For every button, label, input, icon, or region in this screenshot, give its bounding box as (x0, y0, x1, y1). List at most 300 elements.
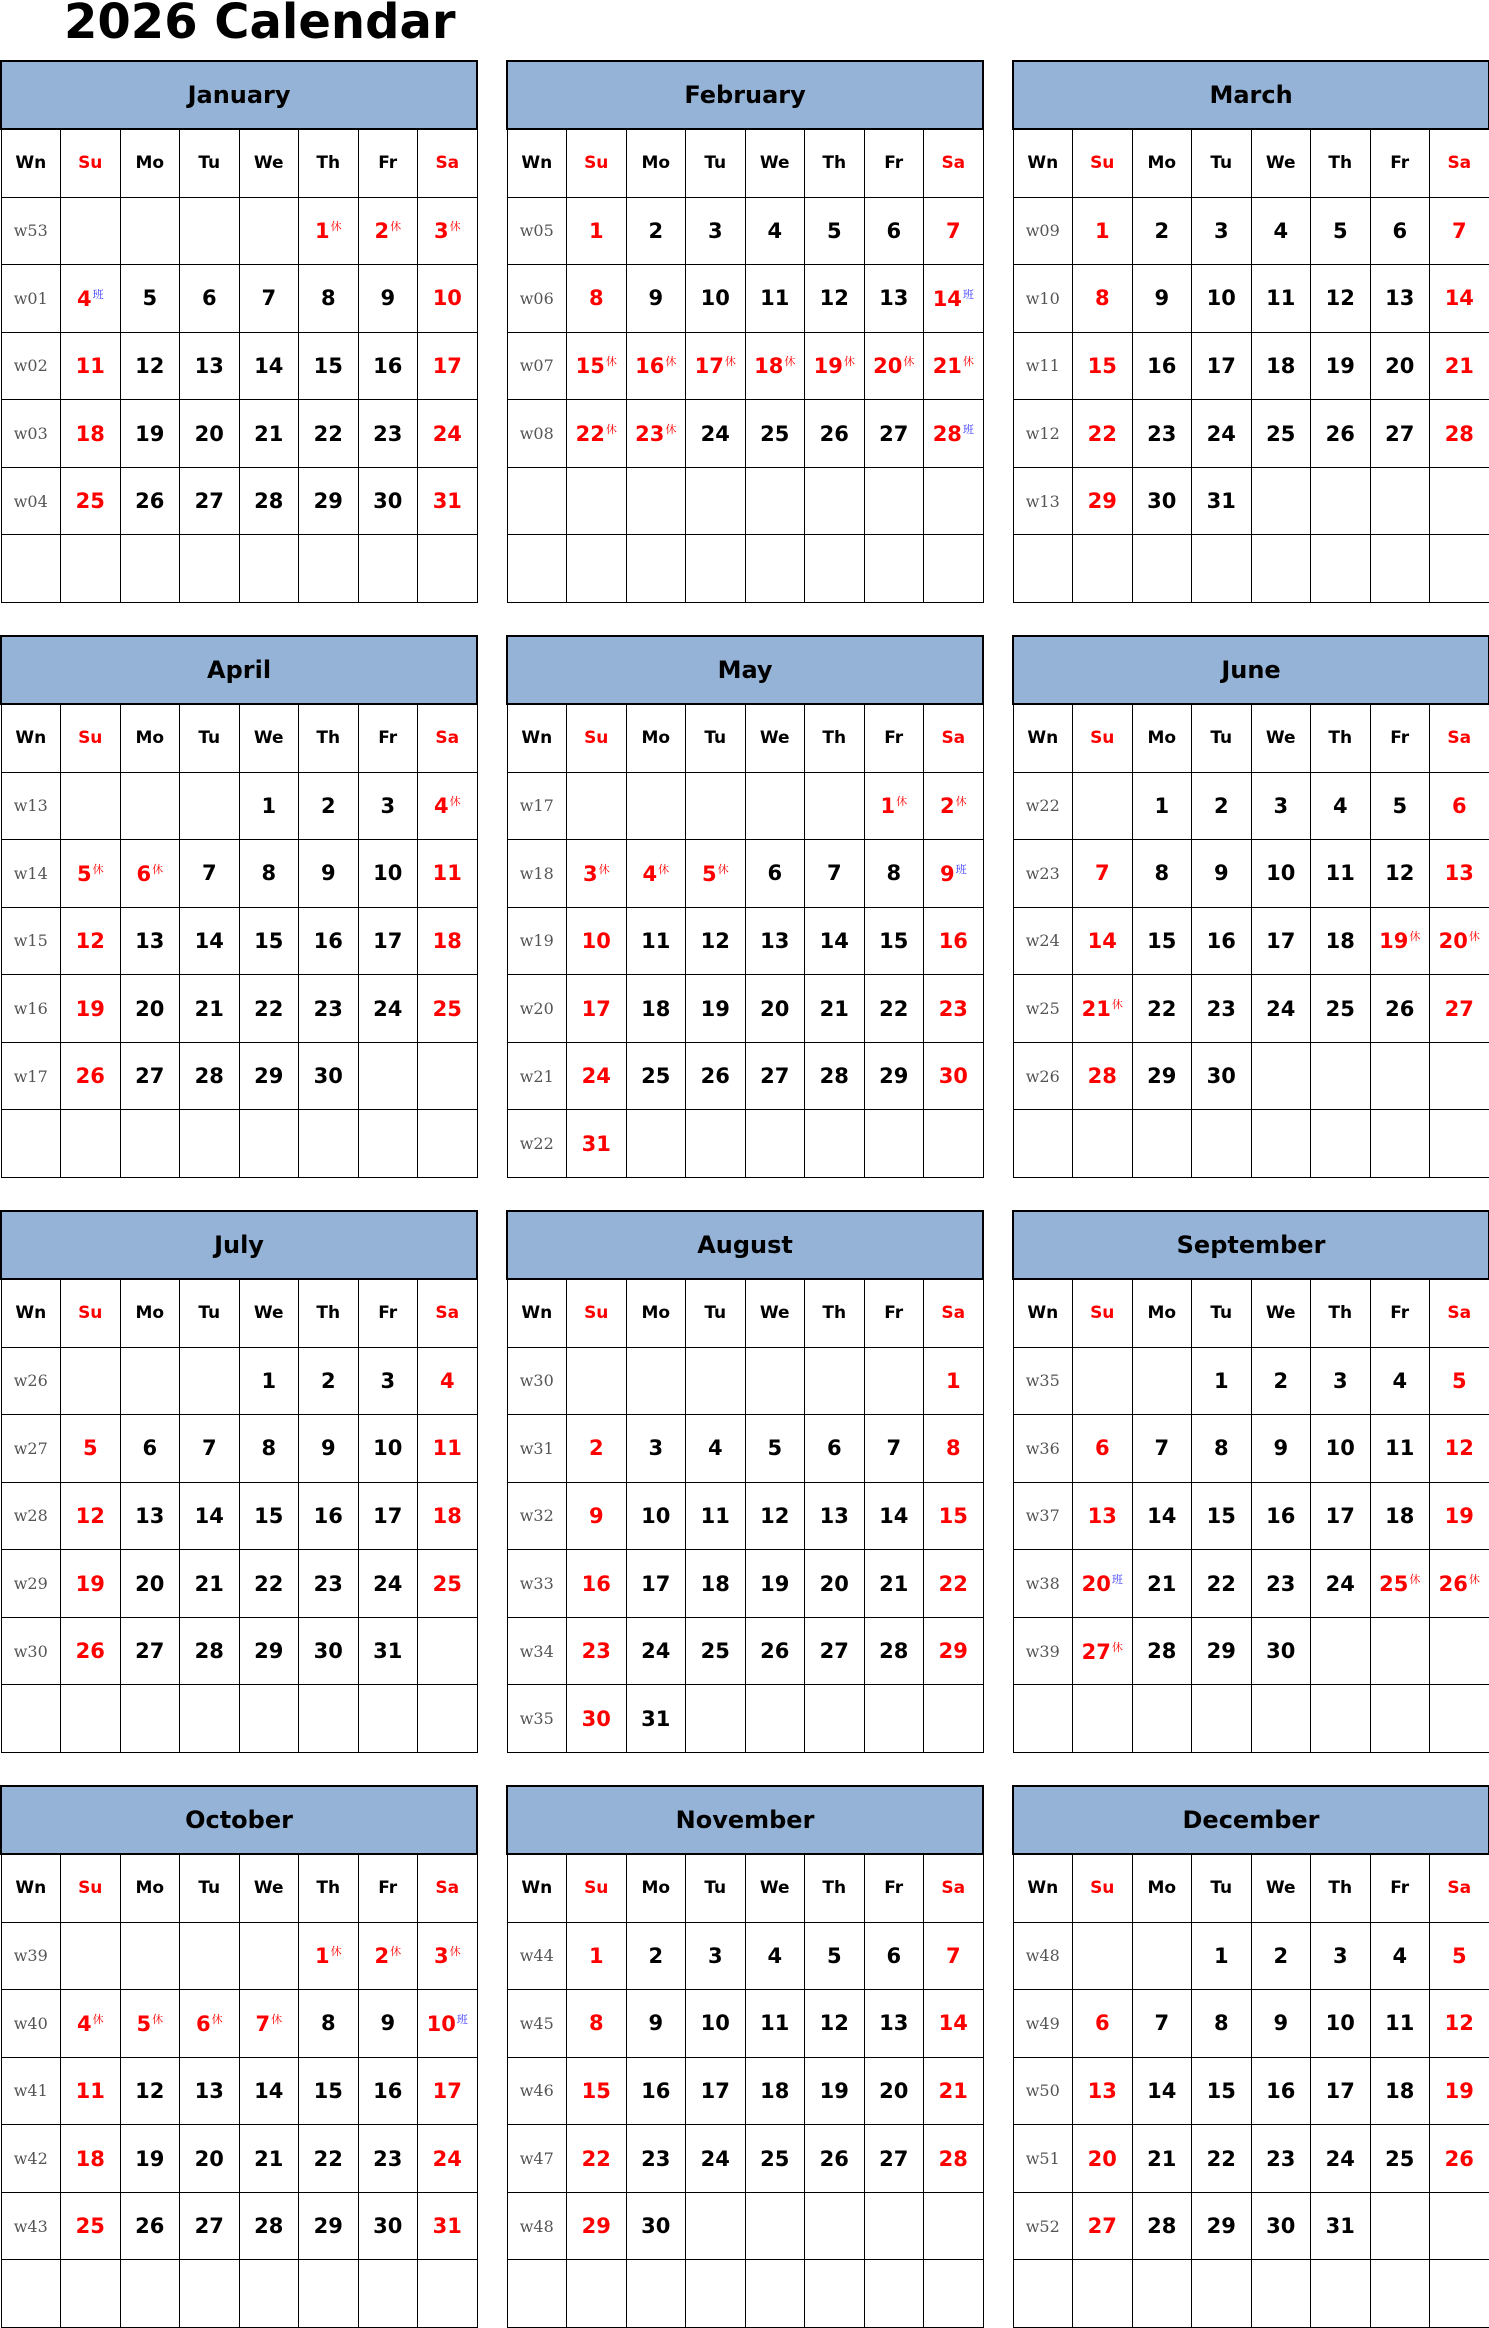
month-name: November (507, 1786, 983, 1854)
week-number: w10 (1013, 265, 1073, 333)
day-cell (239, 265, 299, 333)
day-cell (358, 2192, 418, 2260)
week-number: w11 (1013, 332, 1073, 400)
month-november (506, 1785, 984, 2328)
day-number: 4 (1392, 1368, 1408, 1393)
holiday-rest-mark: 休 (390, 220, 402, 234)
day-cell (1251, 1415, 1311, 1483)
day-cell (61, 1482, 121, 1550)
empty-cell (924, 2260, 984, 2328)
day-cell (745, 2125, 805, 2193)
empty-cell (180, 535, 240, 603)
day-cell (1370, 2125, 1430, 2193)
weekday-header: Fr (358, 129, 418, 197)
holiday-rest-mark: 休 (843, 355, 855, 369)
day-number: 2 (648, 218, 664, 243)
day-cell (805, 840, 865, 908)
day-number: 24 (432, 421, 462, 446)
day-number: 4 (433, 794, 449, 819)
day-cell (418, 1347, 478, 1415)
workday-mark: 班 (456, 2012, 468, 2026)
day-number: 5 (826, 1943, 842, 1968)
day-cell (358, 907, 418, 975)
month-name: March (1013, 61, 1489, 129)
day-cell (864, 197, 924, 265)
day-cell (1251, 197, 1311, 265)
week-number: w25 (1013, 975, 1073, 1043)
empty-cell (1430, 1685, 1489, 1753)
day-cell (358, 1990, 418, 2058)
empty-cell (418, 1110, 478, 1178)
day-cell (1132, 1415, 1192, 1483)
day-cell (1192, 1347, 1252, 1415)
month-march (1012, 60, 1489, 603)
day-cell (1311, 1347, 1371, 1415)
day-cell (924, 1990, 984, 2058)
day-number: 3 (1332, 1943, 1348, 1968)
day-number: 10 (641, 1503, 671, 1528)
holiday-rest-mark: 休 (896, 795, 908, 809)
day-cell (864, 1415, 924, 1483)
day-number: 11 (1385, 1436, 1415, 1461)
weekday-header: We (745, 129, 805, 197)
day-cell (626, 332, 686, 400)
day-cell (1311, 197, 1371, 265)
day-cell (1370, 1550, 1430, 1618)
day-number: 23 (373, 421, 403, 446)
day-cell (864, 975, 924, 1043)
day-number: 18 (75, 421, 105, 446)
weekday-header: Mo (626, 1854, 686, 1922)
day-number: 30 (373, 2214, 403, 2239)
day-number: 25 (1325, 996, 1355, 1021)
day-number: 12 (760, 1503, 790, 1528)
day-cell (1073, 332, 1133, 400)
day-cell (1430, 975, 1489, 1043)
holiday-rest-mark: 休 (271, 2012, 283, 2026)
month-august (506, 1210, 984, 1753)
day-number: 8 (320, 2011, 336, 2036)
empty-cell (745, 1110, 805, 1178)
empty-cell (180, 1685, 240, 1753)
weekday-header: Sa (1430, 129, 1489, 197)
day-number: 4 (767, 1943, 783, 1968)
day-number: 8 (1213, 2011, 1229, 2036)
day-number: 22 (254, 1571, 284, 1596)
day-cell (1430, 2125, 1489, 2193)
empty-cell (358, 1685, 418, 1753)
empty-cell (626, 772, 686, 840)
day-cell (805, 1482, 865, 1550)
day-number: 10 (1266, 861, 1296, 886)
empty-cell (120, 1347, 180, 1415)
day-cell (299, 907, 359, 975)
day-cell (1132, 265, 1192, 333)
empty-cell (1311, 1042, 1371, 1110)
holiday-rest-mark: 休 (658, 862, 670, 876)
day-number: 1 (588, 218, 604, 243)
day-cell (1132, 2192, 1192, 2260)
day-cell (61, 400, 121, 468)
day-number: 30 (373, 489, 403, 514)
day-cell (626, 400, 686, 468)
weekday-header: Sa (418, 704, 478, 772)
day-cell (686, 1550, 746, 1618)
holiday-rest-mark: 休 (903, 355, 915, 369)
day-number: 19 (75, 1571, 105, 1596)
empty-cell (180, 1110, 240, 1178)
empty-cell (1370, 2192, 1430, 2260)
day-cell (626, 975, 686, 1043)
day-number: 3 (433, 1944, 449, 1969)
day-cell (1251, 1922, 1311, 1990)
day-cell (1192, 332, 1252, 400)
weekday-header: Wn (1, 1854, 61, 1922)
weekday-header: Tu (686, 704, 746, 772)
day-number: 30 (938, 1064, 968, 1089)
empty-cell (1192, 2260, 1252, 2328)
day-cell (299, 975, 359, 1043)
day-number: 16 (1266, 2078, 1296, 2103)
day-cell (745, 1482, 805, 1550)
day-number: 5 (1451, 1943, 1467, 1968)
day-cell (686, 975, 746, 1043)
holiday-rest-mark: 休 (92, 2012, 104, 2026)
day-cell (180, 400, 240, 468)
day-number: 19 (760, 1571, 790, 1596)
day-number: 29 (254, 1639, 284, 1664)
weekday-header: Fr (1370, 704, 1430, 772)
day-cell (567, 265, 627, 333)
weekday-header: Th (299, 1279, 359, 1347)
day-number: 22 (581, 2146, 611, 2171)
day-number: 14 (1444, 286, 1474, 311)
weekday-header: Th (1311, 1854, 1371, 1922)
day-number: 26 (75, 1639, 105, 1664)
day-number: 16 (641, 2078, 671, 2103)
day-cell (626, 1415, 686, 1483)
week-number: w15 (1, 907, 61, 975)
day-number: 15 (254, 1503, 284, 1528)
day-cell (924, 2057, 984, 2125)
weekday-header: Fr (358, 1279, 418, 1347)
day-cell (805, 1042, 865, 1110)
month-name: May (507, 636, 983, 704)
week-number: w42 (1, 2125, 61, 2193)
day-cell (299, 2057, 359, 2125)
empty-cell (180, 2260, 240, 2328)
day-cell (805, 2057, 865, 2125)
weekday-header: Wn (1013, 704, 1073, 772)
day-cell (1192, 1990, 1252, 2058)
day-number: 27 (194, 2214, 224, 2239)
day-number: 19 (819, 2078, 849, 2103)
weekday-header: Th (299, 704, 359, 772)
day-cell (120, 1617, 180, 1685)
empty-cell (745, 1685, 805, 1753)
day-number: 1 (314, 219, 330, 244)
day-number: 5 (1392, 793, 1408, 818)
day-cell (358, 467, 418, 535)
day-cell (1430, 197, 1489, 265)
empty-cell (1132, 2260, 1192, 2328)
day-cell (358, 2057, 418, 2125)
day-number: 25 (75, 2214, 105, 2239)
day-cell (1251, 1482, 1311, 1550)
day-cell (1132, 2125, 1192, 2193)
day-number: 18 (700, 1571, 730, 1596)
day-cell (1370, 1990, 1430, 2058)
day-number: 4 (1392, 1943, 1408, 1968)
day-number: 24 (1266, 996, 1296, 1021)
day-number: 8 (320, 286, 336, 311)
weekday-header: Sa (418, 1279, 478, 1347)
day-number: 27 (135, 1639, 165, 1664)
day-number: 11 (641, 928, 671, 953)
weekday-header: Su (1073, 1279, 1133, 1347)
week-number: w13 (1013, 467, 1073, 535)
day-cell (686, 840, 746, 908)
day-cell (745, 1922, 805, 1990)
day-number: 5 (701, 861, 717, 886)
day-number: 9 (1154, 286, 1170, 311)
day-cell (358, 1922, 418, 1990)
empty-cell (358, 535, 418, 603)
day-number: 28 (194, 1639, 224, 1664)
weekday-header: Fr (1370, 129, 1430, 197)
day-number: 16 (581, 1571, 611, 1596)
day-cell (924, 772, 984, 840)
day-number: 2 (1273, 1368, 1289, 1393)
day-cell (358, 332, 418, 400)
weekday-header: Wn (1013, 1279, 1073, 1347)
day-number: 6 (767, 861, 783, 886)
day-cell (864, 1922, 924, 1990)
day-cell (120, 265, 180, 333)
weekday-header: Sa (924, 704, 984, 772)
empty-cell (1370, 535, 1430, 603)
empty-cell (418, 1685, 478, 1753)
day-number: 26 (819, 421, 849, 446)
day-number: 12 (75, 928, 105, 953)
day-cell (120, 400, 180, 468)
day-cell (864, 400, 924, 468)
day-cell (805, 907, 865, 975)
month-may (506, 635, 984, 1178)
day-number: 3 (707, 1943, 723, 1968)
holiday-rest-mark: 休 (1468, 930, 1480, 944)
empty-cell (418, 535, 478, 603)
day-cell (180, 975, 240, 1043)
day-number: 23 (938, 996, 968, 1021)
day-cell (358, 1550, 418, 1618)
day-cell (120, 1990, 180, 2058)
empty-cell (1132, 1922, 1192, 1990)
day-number: 15 (1206, 2078, 1236, 2103)
day-number: 28 (879, 1639, 909, 1664)
week-number: w14 (1, 840, 61, 908)
week-number: w52 (1013, 2192, 1073, 2260)
weekday-header: Th (805, 129, 865, 197)
empty-cell (239, 1922, 299, 1990)
day-cell (180, 2192, 240, 2260)
day-number: 9 (1273, 1436, 1289, 1461)
day-cell (239, 1617, 299, 1685)
day-number: 8 (588, 2011, 604, 2036)
day-cell (567, 907, 627, 975)
day-cell (1311, 400, 1371, 468)
day-number: 11 (700, 1503, 730, 1528)
day-number: 6 (826, 1436, 842, 1461)
day-number: 5 (76, 861, 92, 886)
day-number: 20 (1385, 353, 1415, 378)
day-cell (1132, 1550, 1192, 1618)
holiday-rest-mark: 休 (92, 862, 104, 876)
day-cell (239, 907, 299, 975)
day-number: 10 (426, 2011, 456, 2036)
weekday-header: Th (299, 129, 359, 197)
day-number: 21 (194, 996, 224, 1021)
day-cell (1311, 2057, 1371, 2125)
day-cell (239, 840, 299, 908)
day-number: 12 (75, 1503, 105, 1528)
weekday-header: We (1251, 704, 1311, 772)
day-cell (61, 1042, 121, 1110)
day-number: 4 (76, 2011, 92, 2036)
day-number: 7 (261, 286, 277, 311)
day-number: 4 (1332, 793, 1348, 818)
week-number: w44 (507, 1922, 567, 1990)
day-number: 20 (194, 2146, 224, 2171)
empty-cell (239, 2260, 299, 2328)
day-cell (1251, 400, 1311, 468)
day-number: 11 (75, 2078, 105, 2103)
day-number: 1 (1094, 218, 1110, 243)
day-cell (567, 1550, 627, 1618)
day-number: 31 (432, 2214, 462, 2239)
day-number: 22 (879, 996, 909, 1021)
empty-cell (805, 772, 865, 840)
empty-cell (1370, 1685, 1430, 1753)
day-number: 1 (588, 1943, 604, 1968)
day-cell (1251, 1990, 1311, 2058)
day-cell (418, 1922, 478, 1990)
day-cell (418, 907, 478, 975)
day-number: 19 (1444, 1503, 1474, 1528)
day-cell (567, 1482, 627, 1550)
day-number: 14 (194, 1503, 224, 1528)
weekday-header: Su (61, 1854, 121, 1922)
day-cell (180, 1482, 240, 1550)
day-number: 10 (373, 1436, 403, 1461)
empty-cell (1370, 1042, 1430, 1110)
day-number: 31 (432, 489, 462, 514)
week-number: w13 (1, 772, 61, 840)
day-number: 16 (313, 1503, 343, 1528)
day-cell (180, 1550, 240, 1618)
day-cell (299, 1347, 359, 1415)
week-number: w39 (1, 1922, 61, 1990)
day-number: 15 (879, 928, 909, 953)
weekday-header: Su (61, 1279, 121, 1347)
day-number: 22 (1147, 996, 1177, 1021)
day-cell (1311, 265, 1371, 333)
workday-mark: 班 (1111, 1573, 1123, 1587)
day-cell (239, 1347, 299, 1415)
day-cell (120, 907, 180, 975)
day-cell (180, 907, 240, 975)
day-number: 20 (1438, 929, 1468, 954)
empty-cell (567, 535, 627, 603)
week-number: w46 (507, 2057, 567, 2125)
day-cell (418, 467, 478, 535)
day-number: 28 (819, 1064, 849, 1089)
day-cell (1251, 2057, 1311, 2125)
week-number: w03 (1, 400, 61, 468)
day-cell (239, 1550, 299, 1618)
month-name: February (507, 61, 983, 129)
day-cell (299, 332, 359, 400)
weekday-header: Su (61, 704, 121, 772)
day-number: 12 (135, 353, 165, 378)
empty-cell (1251, 2260, 1311, 2328)
day-cell (299, 1617, 359, 1685)
day-number: 11 (1266, 286, 1296, 311)
day-number: 19 (135, 2146, 165, 2171)
holiday-rest-mark: 休 (152, 2012, 164, 2026)
empty-cell (1073, 1922, 1133, 1990)
day-number: 26 (1438, 1572, 1468, 1597)
day-number: 21 (1081, 997, 1111, 1022)
day-number: 18 (1325, 928, 1355, 953)
week-number: w17 (1, 1042, 61, 1110)
week-number: w06 (507, 265, 567, 333)
day-cell (239, 2192, 299, 2260)
day-number: 6 (886, 218, 902, 243)
day-cell (180, 1042, 240, 1110)
empty-cell (61, 1347, 121, 1415)
day-cell (1430, 1550, 1489, 1618)
day-number: 9 (320, 861, 336, 886)
day-number: 24 (641, 1639, 671, 1664)
day-number: 29 (938, 1639, 968, 1664)
empty-cell (1192, 1685, 1252, 1753)
day-cell (1430, 400, 1489, 468)
day-cell (418, 197, 478, 265)
day-number: 24 (1325, 2146, 1355, 2171)
day-number: 3 (1273, 793, 1289, 818)
day-cell (864, 265, 924, 333)
day-cell (358, 400, 418, 468)
holiday-rest-mark: 休 (1111, 1640, 1123, 1654)
weekday-header: We (239, 129, 299, 197)
day-cell (61, 2057, 121, 2125)
empty-cell (1370, 1617, 1430, 1685)
weekday-header: Mo (1132, 704, 1192, 772)
day-number: 5 (1332, 218, 1348, 243)
day-cell (239, 1990, 299, 2058)
day-cell (1192, 1922, 1252, 1990)
empty-cell (61, 2260, 121, 2328)
day-cell (1192, 1042, 1252, 1110)
week-number: w49 (1013, 1990, 1073, 2058)
empty-cell (61, 772, 121, 840)
day-cell (1132, 1617, 1192, 1685)
day-cell (1192, 907, 1252, 975)
day-cell (61, 1617, 121, 1685)
day-number: 19 (813, 354, 843, 379)
day-number: 18 (432, 1503, 462, 1528)
